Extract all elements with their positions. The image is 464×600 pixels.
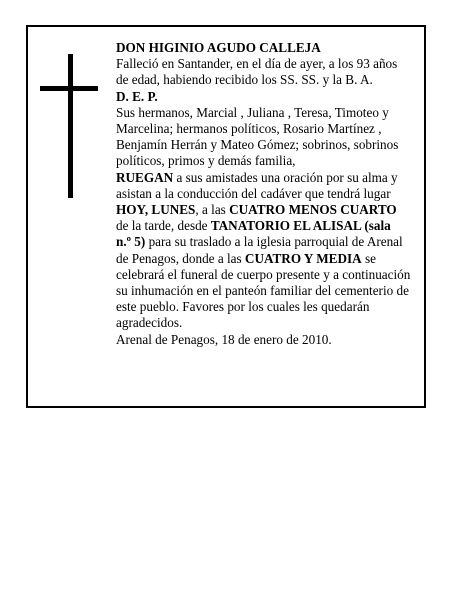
cross-icon-bar — [40, 86, 98, 91]
request-line-1-text: a sus amistades una oración por su alma y — [173, 169, 398, 185]
request-line-1 — [116, 170, 422, 186]
request-line-6-text: de Penagos, donde a las — [116, 250, 245, 266]
death-line-1: Falleció en Santander, en el día de ayer, a los 93 años — [116, 56, 398, 72]
request-line-3 — [116, 202, 422, 218]
obituary-notice — [26, 25, 426, 408]
request-line-10: agradecidos. — [116, 315, 183, 331]
request-line-2: asistan a la conducción del cadáver que tendrá lugar — [116, 185, 391, 201]
request-line-6-end: se — [361, 250, 376, 266]
family-line-1: Sus hermanos, Marcial , Juliana , Teresa, Timoteo y — [116, 104, 389, 120]
deceased-name: DON HIGINIO AGUDO CALLEJA — [116, 40, 321, 55]
cross-icon — [68, 54, 73, 198]
day-label: HOY, LUNES — [116, 202, 196, 218]
request-line-9: este pueblo. Favores por los cuales les quedarán — [116, 299, 370, 315]
tanatorio-label: TANATORIO EL ALISAL (sala — [210, 218, 391, 234]
death-line-2: de edad, habiendo recibido los SS. SS. y la B. A. — [116, 72, 373, 88]
ruegan-label: RUEGAN — [116, 169, 174, 185]
request-line-4-text: de la tarde, desde — [116, 218, 211, 234]
time-1: CUATRO MENOS CUARTO — [229, 202, 397, 218]
family-line-3: Benjamín Herrán y Mateo Gómez; sobrinos, sobrinos — [116, 137, 399, 153]
place-date: Arenal de Penagos, 18 de enero de 2010. — [116, 331, 332, 347]
time-2: CUATRO Y MEDIA — [244, 250, 362, 266]
sala-label: n.º 5) — [116, 234, 146, 250]
request-line-5 — [116, 234, 422, 250]
family-line-4: políticos, primos y demás familia, — [116, 153, 296, 169]
a-las-text: , a las — [195, 202, 230, 218]
request-line-4 — [116, 218, 422, 234]
request-line-8: su inhumación en el panteón familiar del cementerio de — [116, 283, 409, 299]
request-line-6 — [116, 251, 422, 267]
request-line-7: celebrará el funeral de cuerpo presente y a continuación — [116, 266, 411, 282]
request-line-5-text: para su traslado a la iglesia parroquial de Arenal — [145, 234, 403, 250]
dep-label: D. E. P. — [116, 88, 158, 104]
obituary-text — [116, 40, 422, 348]
family-line-2: Marcelina; hermanos políticos, Rosario Martínez , — [116, 121, 382, 137]
